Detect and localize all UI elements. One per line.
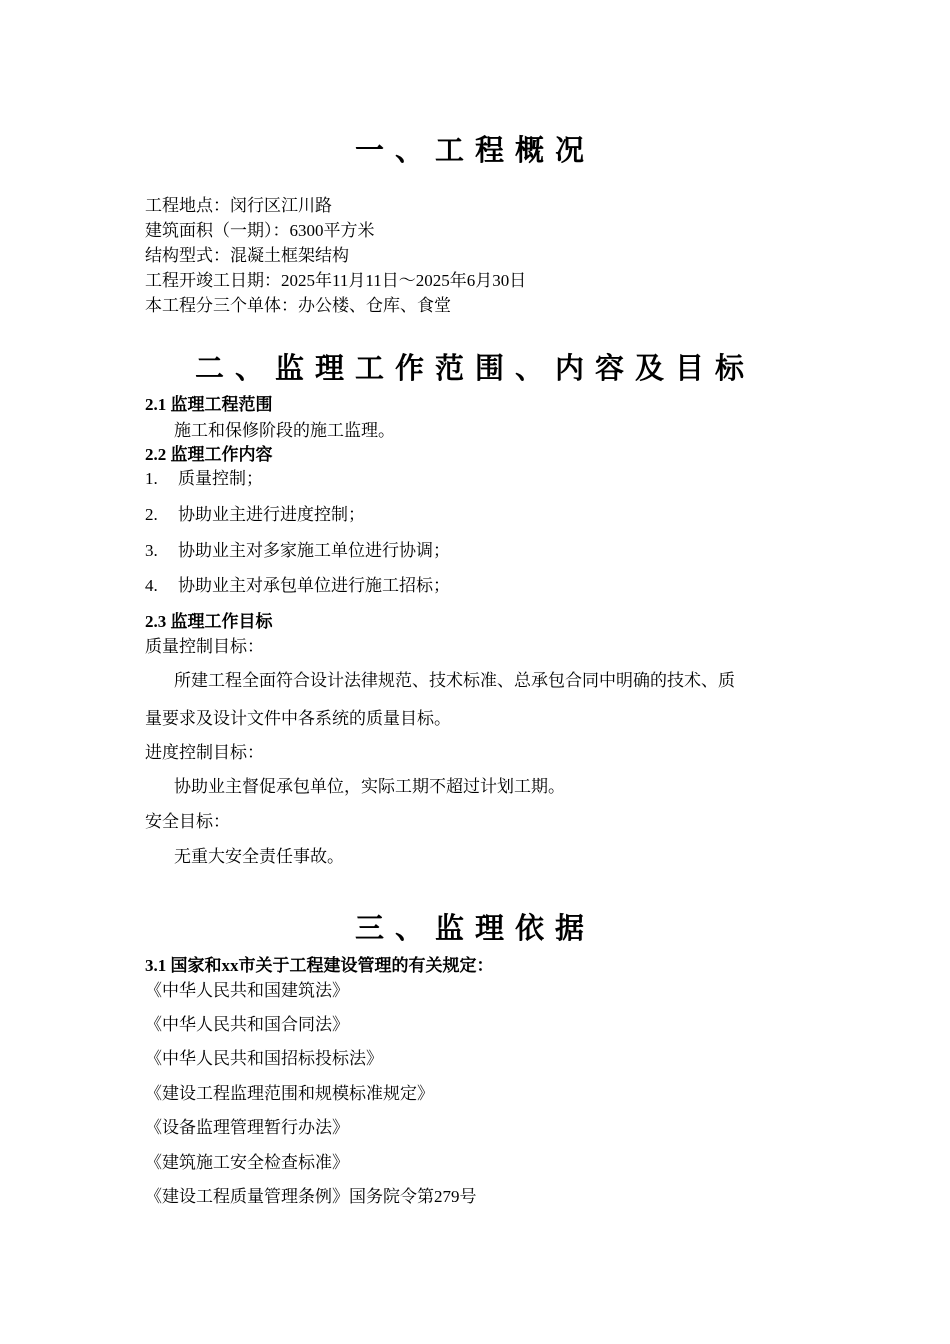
regulation-item: 《中华人民共和国招标投标法》 xyxy=(145,1049,383,1068)
building-units: 本工程分三个单体：办公楼、仓库、食堂 xyxy=(145,296,451,315)
subsection-3-1-heading: 3.1 国家和xx市关于工程建设管理的有关规定： xyxy=(145,956,494,975)
safety-goal-label: 安全目标： xyxy=(145,812,230,831)
list-text: 协助业主进行进度控制； xyxy=(178,505,365,524)
list-item xyxy=(145,504,365,526)
list-text: 协助业主对承包单位进行施工招标； xyxy=(178,576,450,595)
section-3-title: 三、监理依据 xyxy=(354,911,595,945)
subsection-2-3-heading: 2.3 监理工作目标 xyxy=(145,612,273,631)
list-text: 质量控制； xyxy=(178,469,263,488)
construction-dates: 工程开竣工日期：2025年11月11日～2025年6月30日 xyxy=(145,271,527,290)
list-text: 协助业主对多家施工单位进行协调； xyxy=(178,541,450,560)
list-item xyxy=(145,575,450,597)
safety-goal-text: 无重大安全责任事故。 xyxy=(174,847,344,866)
subsection-2-1-heading: 2.1 监理工程范围 xyxy=(145,395,273,414)
list-item xyxy=(145,540,450,562)
schedule-goal-text: 协助业主督促承包单位，实际工期不超过计划工期。 xyxy=(174,777,565,796)
regulation-item: 《建筑施工安全检查标准》 xyxy=(145,1153,349,1172)
list-number: 3. xyxy=(145,541,158,560)
quality-goal-text-1: 所建工程全面符合设计法律规范、技术标准、总承包合同中明确的技术、质 xyxy=(174,671,735,690)
section-1-title: 一、工程概况 xyxy=(354,133,595,167)
list-number: 2. xyxy=(145,505,158,524)
building-area: 建筑面积（一期）：6300平方米 xyxy=(145,221,375,240)
regulation-item: 《中华人民共和国建筑法》 xyxy=(145,981,349,1000)
project-location: 工程地点：闵行区江川路 xyxy=(145,196,332,215)
subsection-2-2-heading: 2.2 监理工作内容 xyxy=(145,445,273,464)
quality-goal-text-2: 量要求及设计文件中各系统的质量目标。 xyxy=(145,709,451,728)
regulation-item: 《建设工程质量管理条例》国务院令第279号 xyxy=(145,1187,477,1206)
regulation-item: 《中华人民共和国合同法》 xyxy=(145,1015,349,1034)
regulation-item: 《建设工程监理范围和规模标准规定》 xyxy=(145,1084,434,1103)
list-item xyxy=(145,468,263,490)
section-2-title: 二、监理工作范围、内容及目标 xyxy=(194,351,755,385)
regulation-item: 《设备监理管理暂行办法》 xyxy=(145,1118,349,1137)
schedule-goal-label: 进度控制目标： xyxy=(145,743,264,762)
list-number: 1. xyxy=(145,469,158,488)
structure-type: 结构型式：混凝土框架结构 xyxy=(145,246,349,265)
quality-goal-label: 质量控制目标： xyxy=(145,637,264,656)
subsection-2-1-text: 施工和保修阶段的施工监理。 xyxy=(174,421,395,440)
list-number: 4. xyxy=(145,576,158,595)
